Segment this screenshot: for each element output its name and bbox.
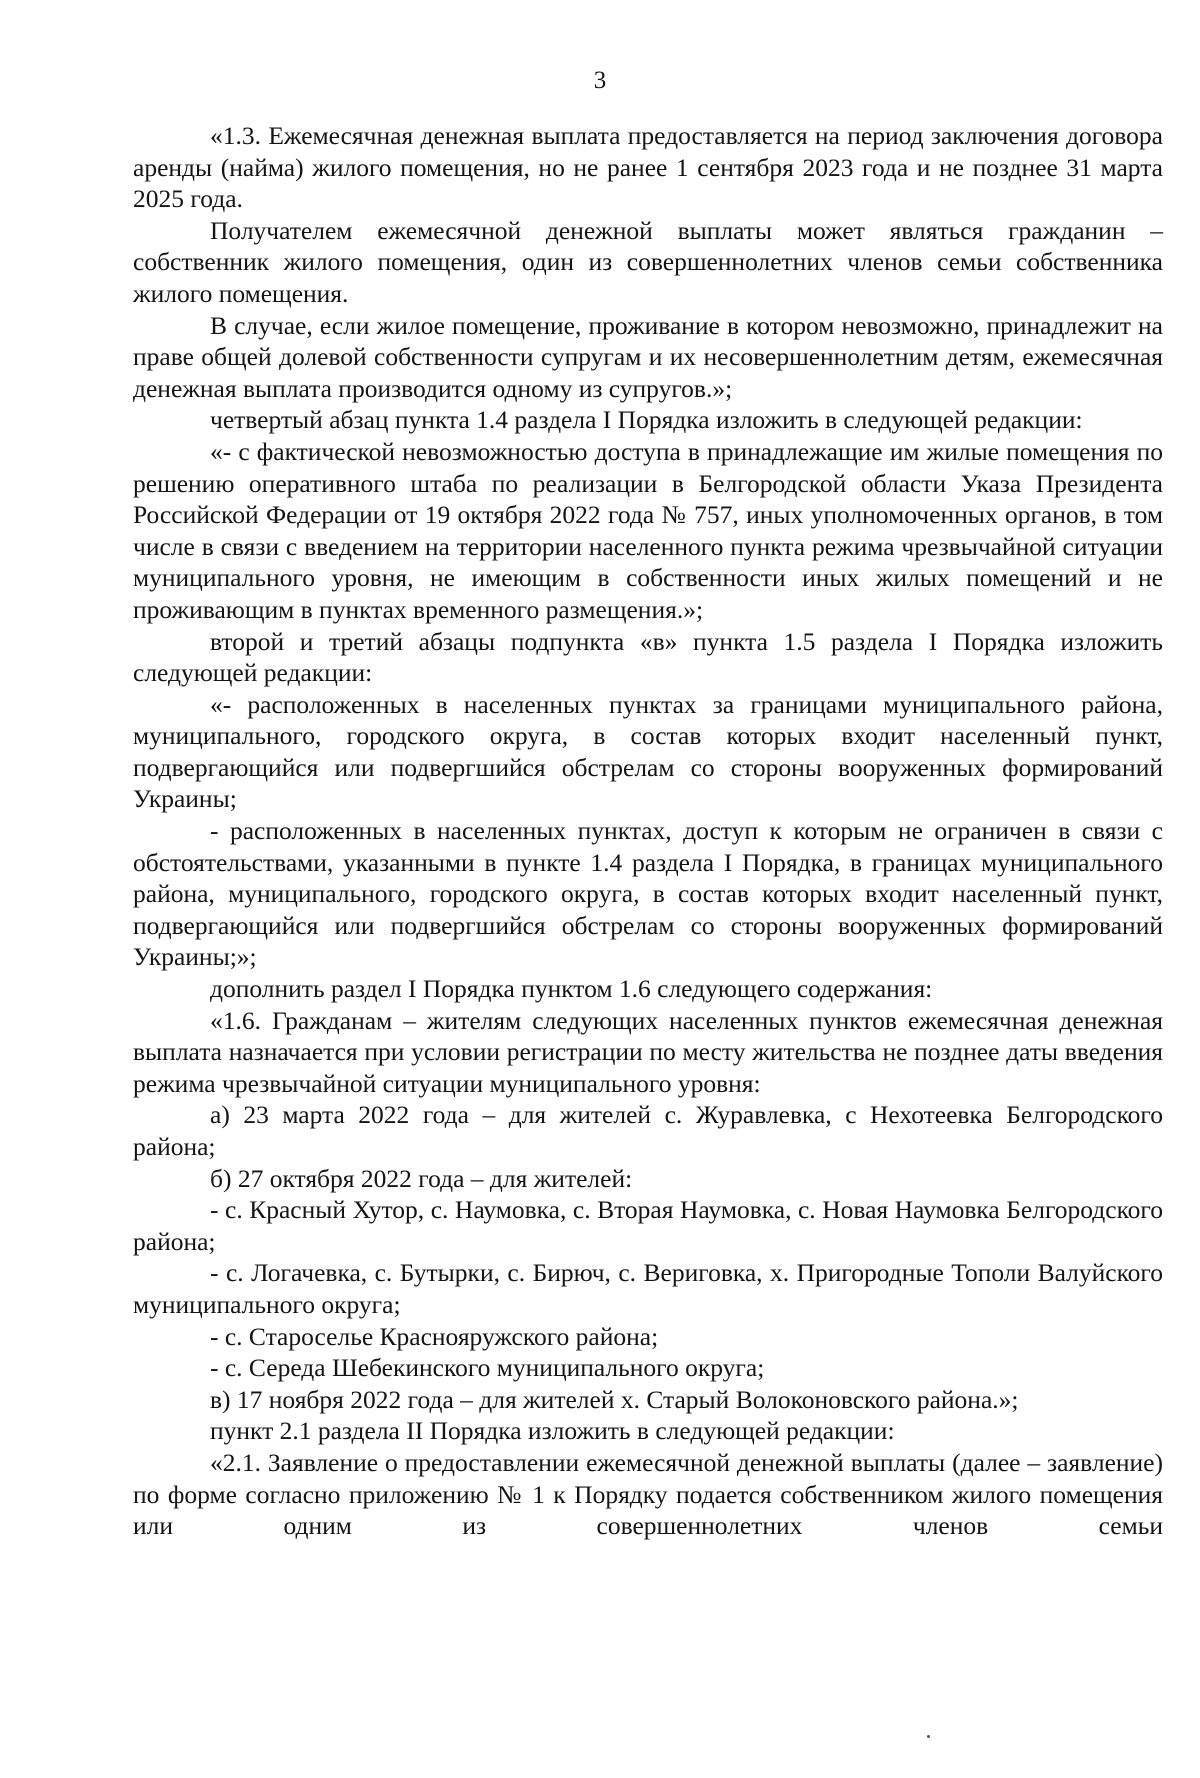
paragraph-add-1-6: дополнить раздел I Порядка пунктом 1.6 следующего содержания:: [210, 974, 933, 1004]
paragraph-amend-1-5: второй и третий абзацы подпункта «в» пункта 1.5 раздела I Порядка изложить следующей редакции:: [133, 626, 1163, 688]
paragraph-item-b-shebekino: - с. Середа Шебекинского муниципального округа;: [210, 1353, 765, 1383]
paragraph-item-v: в) 17 ноября 2022 года – для жителей х. Старый Волоконовского района.»;: [210, 1384, 1019, 1414]
paragraph-item-b-valuyki: - с. Логачевка, с. Бутырки, с. Бирюч, с. Вериговка, х. Пригородные Тополи Валуйского муниципального округа;: [133, 1258, 1163, 1319]
paragraph-1-4-text: «- с фактической невозможностью доступа в принадлежащие им жилые помещения по решению оперативного штаба по реализации в Белгородской области Указа Президента Российской Федерации от 19 октября 2022 года № 757, иных уполномоченных органов, в том числе в связи с введением на территории населенного пункта режима чрезвычайной ситуации муниципального уровня, не имеющим в собственности иных жилых помещений и не проживающим в пунктах временного размещения.»;: [133, 436, 1163, 624]
document-body: [133, 120, 1163, 1542]
paragraph-item-b-belgorod: - с. Красный Хутор, с. Наумовка, с. Вторая Наумовка, с. Новая Наумовка Белгородского района;: [133, 1195, 1163, 1256]
paragraph-shared-ownership: В случае, если жилое помещение, проживание в котором невозможно, принадлежит на праве общей долевой собственности супругам и их несовершеннолетним детям, ежемесячная денежная выплата производится одному из супругов.»;: [133, 310, 1163, 403]
paragraph-item-b-krasnaya-yaruga: - с. Староселье Краснояружского района;: [210, 1321, 659, 1351]
paragraph-item-b: б) 27 октября 2022 года – для жителей:: [210, 1163, 633, 1193]
scan-speck: [927, 1735, 930, 1738]
paragraph-recipient: Получателем ежемесячной денежной выплаты может являться гражданин – собственник жилого помещения, один из совершеннолетних членов семьи собственника жилого помещения.: [133, 215, 1163, 308]
paragraph-1-5-first: «- расположенных в населенных пунктах за границами муниципального района, муниципального, городского округа, в состав которых входит населенный пункт, подвергающийся или подвергшийся обстрелам со стороны вооруженных формирований Украины;: [133, 689, 1163, 814]
paragraph-2-1-text: «2.1. Заявление о предоставлении ежемесячной денежной выплаты (далее – заявление) по форме согласно приложению № 1 к Порядку подается собственником жилого помещения или одним из совершеннолетних членов семьи: [133, 1447, 1163, 1541]
paragraph-amend-1-4: четвертый абзац пункта 1.4 раздела I Порядка изложить в следующей редакции:: [210, 405, 1083, 435]
paragraph-1-5-second: - расположенных в населенных пунктах, доступ к которым не ограничен в связи с обстоятельствами, указанными в пункте 1.4 раздела I Порядка, в границах муниципального района, муниципального, городского округа, в состав которых входит населенный пункт, подвергающийся или подвергшийся обстрелам со стороны вооруженных формирований Украины;»;: [133, 816, 1163, 972]
paragraph-item-a: а) 23 марта 2022 года – для жителей с. Журавлевка, с Нехотеевка Белгородского района;: [133, 1100, 1163, 1161]
paragraph-1-3: «1.3. Ежемесячная денежная выплата предоставляется на период заключения договора аренды (найма) жилого помещения, но не ранее 1 сентября 2023 года и не позднее 31 марта 2025 года.: [133, 121, 1163, 214]
paragraph-amend-2-1: пункт 2.1 раздела II Порядка изложить в следующей редакции:: [210, 1416, 895, 1446]
page-number: 3: [593, 67, 607, 94]
paragraph-1-6-text: «1.6. Гражданам – жителям следующих населенных пунктов ежемесячная денежная выплата назначается при условии регистрации по месту жительства не позднее даты введения режима чрезвычайной ситуации муниципального уровня:: [133, 1005, 1163, 1098]
